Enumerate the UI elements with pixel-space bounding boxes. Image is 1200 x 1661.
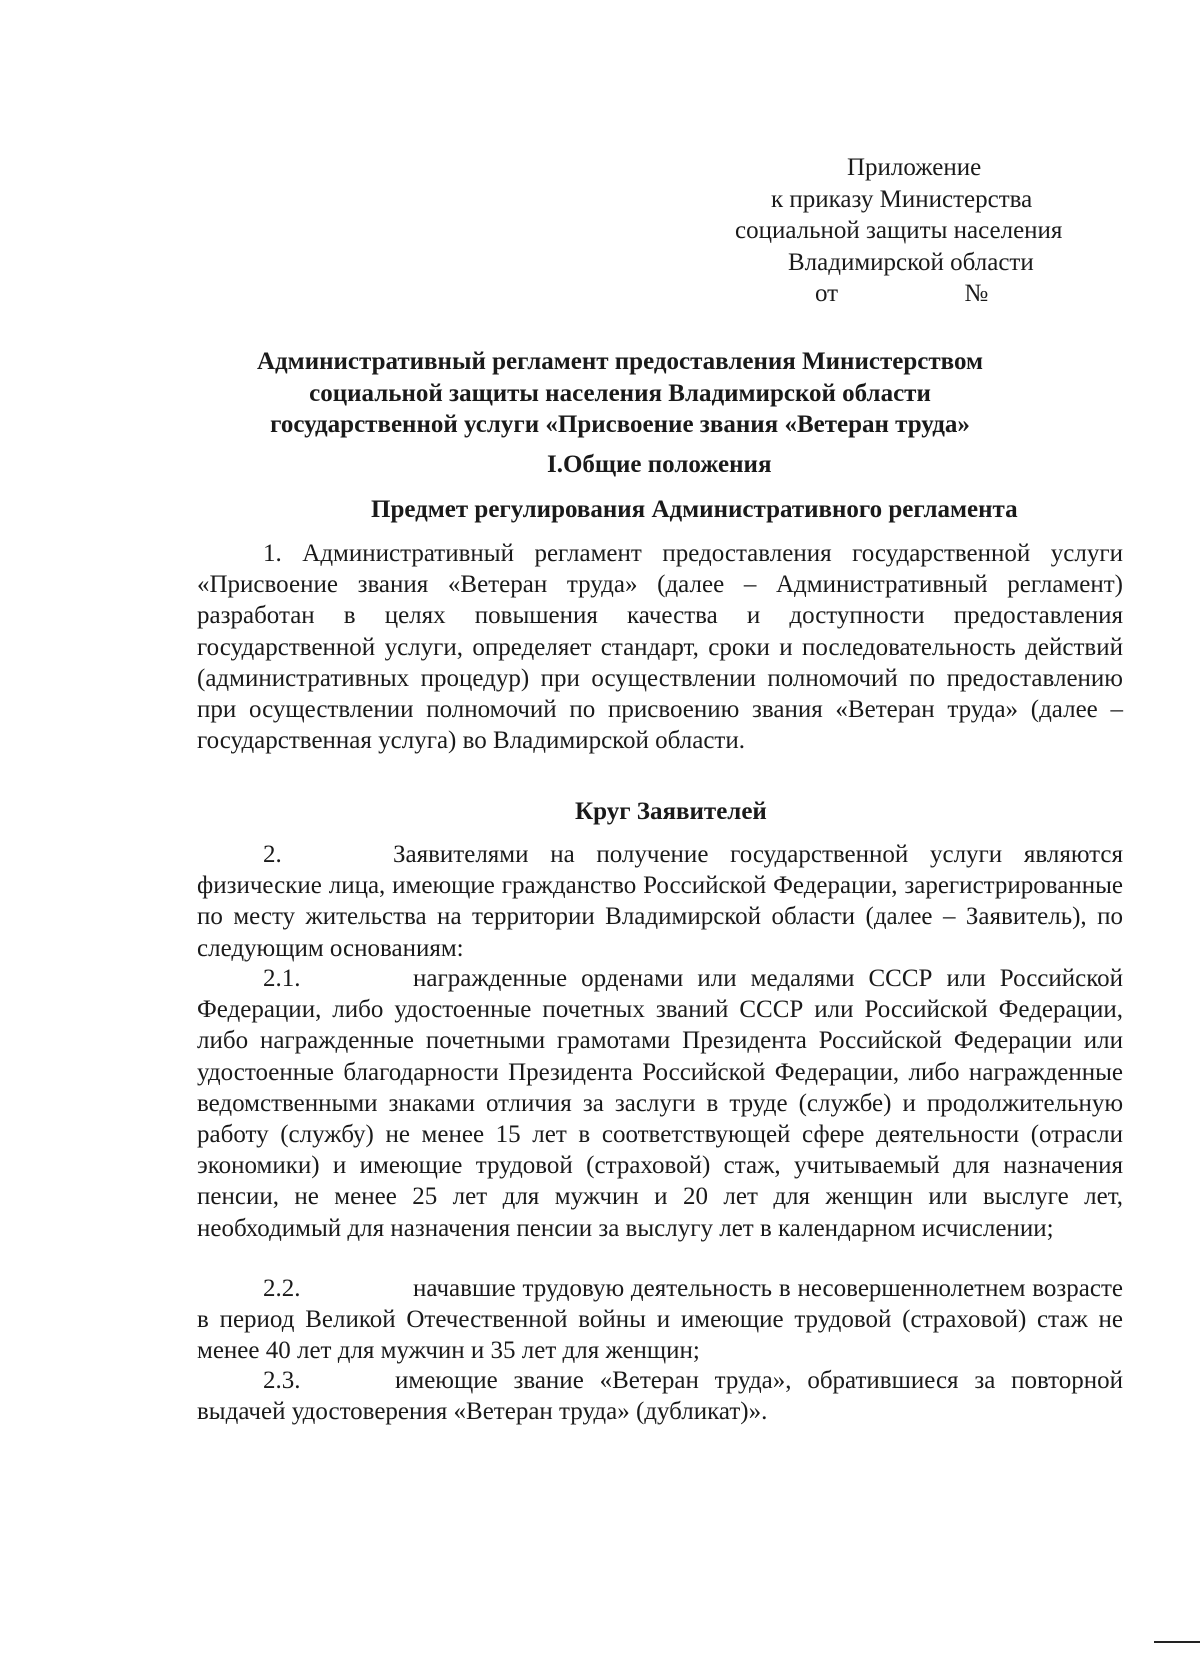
appendix-region: Владимирской области [788,248,1034,276]
document-title-line-2: социальной защиты населения Владимирской области [309,379,931,407]
paragraph-2-text: Заявителями на получение государственной услуги являются физические лица, имеющие гражданство Российской Федерации, зарегистрированные по месту жительства на территории Владимирской области (далее – Заявитель), по следующим основаниям: [197,841,1123,962]
item-2-1-number: 2.1. [263,965,301,992]
document-title-line-3: государственной услуги «Присвоение звания «Ветеран труда» [270,411,970,438]
applicants-heading: Круг Заявителей [575,798,767,825]
item-2-2-text: начавшие трудовую деятельность в несовершеннолетнем возрасте в период Великой Отечественной войны и имеющие трудовой (страховой) стаж не менее 40 лет для мужчин и 35 лет для женщин; [197,1275,1123,1365]
appendix-from-label: от [815,280,839,307]
document-title-line-1: Административный регламент предоставления Министерством [256,348,984,375]
appendix-date-number [735,278,1115,310]
paragraph-2-number: 2. [263,841,282,868]
appendix-number-label: № [964,280,989,307]
item-2-2-number: 2.2. [263,1275,301,1302]
item-2-3-number: 2.3. [263,1367,301,1394]
item-2-3-text: имеющие звание «Ветеран труда», обратившиеся за повторной выдачей удостоверения «Ветеран труда» (дубликат)». [197,1367,1123,1426]
page-corner-mark [1154,1641,1200,1643]
subject-heading: Предмет регулирования Административного регламента [371,496,1018,523]
appendix-order-ref: к приказу Министерства [771,185,1033,213]
paragraph-2 [197,839,1123,964]
item-2-1-text: награжденные орденами или медалями СССР или Российской Федерации, либо удостоенные почетных званий СССР или Российской Федерации, либо награжденные почетными грамотами Президента Российской Федерации или удостоенные благодарности Президента Российской Федерации, либо награжденные ведомственными знаками отличия за заслуги в труде (службе) и продолжительную работу (службу) не менее 15 лет в соответствующей сфере деятельности (отрасли экономики) и имеющие трудовой (страховой) стаж, учитываемый для назначения пенсии, не менее 25 лет для мужчин и 20 лет для женщин или выслуге лет, необходимый для назначения пенсии за выслугу лет в календарном исчислении; [197,965,1123,1242]
paragraph-1 [197,538,1123,756]
document-title [170,346,1070,441]
appendix-block [735,152,1115,310]
item-2-1 [197,963,1123,1244]
appendix-title: Приложение [847,154,982,181]
item-2-3 [197,1365,1123,1427]
paragraph-1-text: 1. Административный регламент предоставления государственной услуги «Присвоение звания «Ветеран труда» (далее – Административный регламент) разработан в целях повышения качества и доступности предоставления государственной услуги, определяет стандарт, сроки и последовательность действий (административных процедур) при осуществлении полномочий по предоставлению при осуществлении полномочий по присвоению звания «Ветеран труда» (далее – государственная услуга) во Владимирской области. [197,540,1123,755]
item-2-2 [197,1273,1123,1367]
appendix-ministry: социальной защиты населения [735,217,1063,244]
section-heading: I.Общие положения [547,451,772,478]
